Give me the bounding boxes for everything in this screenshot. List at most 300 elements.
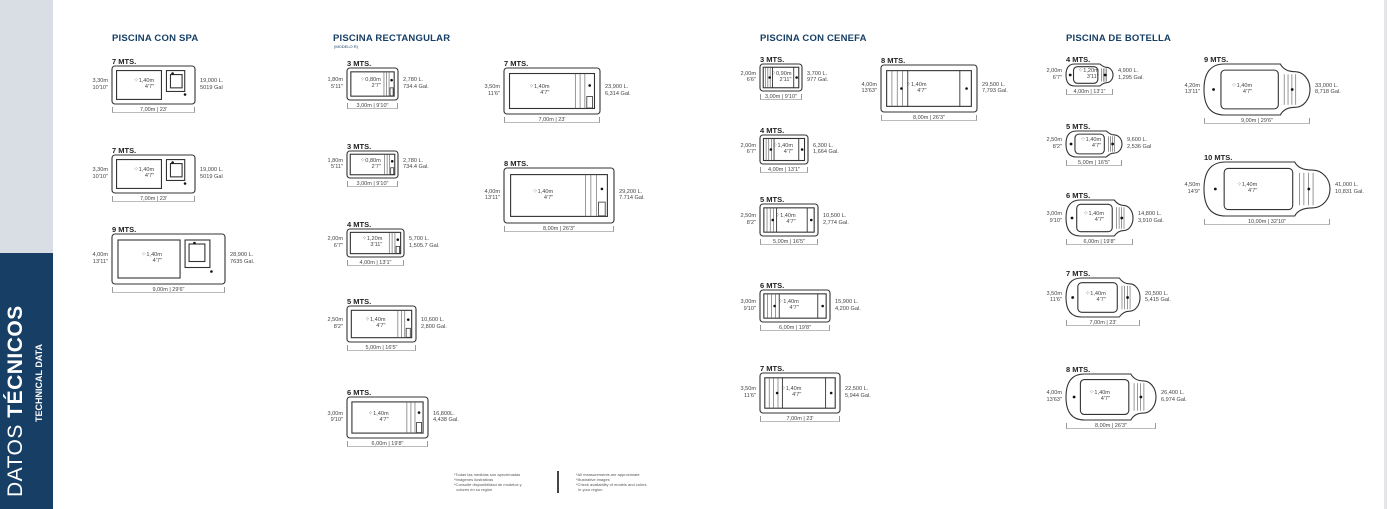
pool-length: 7,00m | 23': [140, 107, 167, 113]
width-m: 4,00m: [861, 81, 877, 88]
pool-size-label: 4 MTS.: [760, 126, 785, 135]
depth-m: 1,40m: [1088, 211, 1104, 217]
pool-volume: [813, 143, 839, 156]
volume-liters: 33,000 L.: [1315, 82, 1339, 89]
depth-ft: 4'7": [1248, 188, 1258, 195]
length-dimension-line: [504, 226, 614, 232]
pool-drawing: [1066, 131, 1122, 157]
pool-depth: ⁘0,80m 2'7": [360, 157, 381, 170]
pool-width: [1184, 182, 1200, 195]
depth-ft: 3'11": [1086, 74, 1099, 81]
pool-size-label: 7 MTS.: [504, 59, 529, 68]
spa-inner: [170, 75, 182, 88]
pool-depth: ⁘1,40m 4'7": [905, 81, 927, 94]
pool-volume: [1161, 390, 1187, 403]
width-m: 3,50m: [1046, 290, 1062, 297]
pool-depth: ⁘0,90m 2'11": [770, 70, 792, 83]
width-ft: 9'10": [743, 305, 756, 312]
pool-outline: [1066, 278, 1140, 317]
pool-depth: ⁘1,40m 4'7": [1085, 290, 1106, 303]
pool-drawing: [112, 155, 195, 193]
pool-drawing: [1204, 162, 1330, 216]
pool-size-label: 7 MTS.: [1066, 269, 1091, 278]
depth-ft: 4'7": [144, 173, 155, 180]
width-m: 2,00m: [740, 70, 756, 77]
pool-outline: [112, 155, 195, 193]
width-m: 3,50m: [740, 386, 756, 392]
depth-m: 0,90m: [775, 70, 792, 77]
pool-outline: [1204, 162, 1330, 216]
skimmer: [599, 202, 606, 216]
light-dot: [965, 87, 968, 90]
volume-liters: 15,900 L.: [835, 299, 859, 305]
volume-gallons: 2,800 Gal.: [421, 323, 447, 330]
pool-outline: [760, 290, 830, 322]
pool-drawing: [347, 397, 428, 438]
depth-ft: 4'7": [1091, 143, 1102, 150]
width-ft: 6'6": [746, 77, 756, 84]
width-ft: 10'10": [92, 84, 108, 91]
width-m: 2,00m: [1046, 68, 1062, 74]
width-ft: 8'2": [333, 323, 343, 330]
width-m: 4,20m: [1184, 82, 1200, 89]
pool-outline: [1066, 64, 1113, 86]
pool-drawing: [1066, 64, 1113, 86]
depth-ft: 2'11": [779, 76, 792, 83]
length-dimension-line: [760, 94, 802, 100]
width-ft: 13'63": [1046, 396, 1062, 403]
pool-length: 7,00m | 23': [538, 117, 566, 123]
pool-basin: [764, 208, 814, 232]
pool-volume: [1138, 211, 1164, 224]
length-dimension-line: [112, 287, 225, 293]
pool-drawing: [504, 168, 614, 223]
light-dot: [900, 87, 903, 90]
depth-m: 1,40m: [1090, 290, 1106, 297]
width-m: 3,00m: [740, 299, 756, 305]
light-dot: [193, 242, 196, 245]
pool-width: [740, 299, 756, 312]
pool-length: 5,00m | 16'5": [1078, 160, 1110, 166]
spa-inner: [170, 164, 182, 177]
depth-ft: 4'7": [783, 148, 794, 155]
pool-volume: [403, 77, 429, 90]
skimmer: [417, 422, 422, 432]
skimmer: [406, 328, 410, 337]
volume-gallons: 7635 Gal.: [230, 258, 255, 265]
pool-length: 8,00m | 26'3": [1095, 423, 1127, 429]
width-ft: 11'6": [488, 90, 500, 97]
pool-outline: [347, 397, 428, 438]
pool-outline: [1066, 374, 1156, 420]
light-dot: [184, 182, 187, 185]
depth-ft: 3'11": [370, 242, 383, 249]
footnote-es: *Todas las medidas son aproximadas *Imágenes ilustrativas *Consulte disponibilidad de modelos y colores en su región: [454, 472, 522, 492]
volume-liters: 23,900 L.: [605, 84, 629, 90]
pool-width: [327, 317, 343, 330]
depth-m: 1,40m: [785, 386, 802, 392]
volume-gallons: 5019 Gal: [200, 173, 223, 180]
length-dimension-line: [1204, 118, 1310, 124]
pool-size-label: 7 MTS.: [112, 57, 137, 66]
volume-gallons: 5,944 Gal.: [845, 392, 871, 399]
length-dimension-line: [347, 345, 416, 351]
depth-ft: 4'7": [1094, 217, 1104, 224]
pool-drawing: [760, 135, 808, 164]
footnote-en: *All measurements are approximate *Illustrative images *Check availability of models and colors in your region: [576, 472, 647, 492]
depth-m: 0,80m: [365, 77, 381, 83]
pool-length: 5,00m | 16'5": [365, 345, 398, 351]
pool-drawing: [760, 290, 830, 322]
width-m: 2,00m: [327, 236, 343, 242]
spa-basin: [185, 240, 210, 268]
depth-m: 1,40m: [373, 410, 389, 417]
pool-width: [1046, 390, 1062, 403]
depth-m: 1,40m: [369, 317, 386, 323]
width-m: 2,00m: [740, 142, 756, 149]
pool-basin: [763, 138, 804, 160]
pool-basin: [117, 160, 162, 189]
pool-size-label: 8 MTS.: [881, 56, 906, 65]
pool-outline: [347, 229, 404, 257]
pool-volume: [1127, 137, 1151, 150]
volume-liters: 41,000 L.: [1335, 182, 1359, 188]
pool-size-label: 9 MTS.: [112, 225, 137, 234]
pool-size-label: 8 MTS.: [504, 159, 529, 168]
width-ft: 10'10": [92, 173, 108, 180]
pool-outline: [1204, 64, 1310, 115]
section-title-rectangular: PISCINA RECTANGULAR: [333, 33, 451, 44]
light-dot: [1291, 88, 1294, 91]
pool-depth: ⁘1,40m 4'7": [528, 84, 550, 97]
light-dot: [171, 72, 174, 75]
pool-basin: [1078, 283, 1117, 313]
pool-width: [1046, 68, 1062, 81]
pool-length: 8,00m | 26'3": [543, 226, 575, 232]
pool-outline: [760, 64, 802, 91]
length-dimension-line: [347, 181, 398, 187]
depth-ft: 2'7": [371, 163, 381, 170]
length-dimension-line: [1066, 239, 1133, 245]
depth-m: 1,40m: [783, 299, 799, 305]
pool-basin: [1077, 204, 1113, 231]
pool-drawing: [347, 151, 398, 178]
volume-liters: 2,780 L.: [403, 77, 424, 83]
depth-ft: 4'7": [792, 392, 802, 399]
depth-ft: 4'7": [540, 90, 550, 97]
volume-liters: 10,500 L.: [823, 213, 847, 219]
pool-volume: [421, 317, 447, 330]
pool-outline: [881, 65, 977, 112]
pool-size-label: 6 MTS.: [1066, 191, 1091, 200]
width-ft: 13'11": [484, 195, 500, 202]
light-dot: [1111, 143, 1114, 146]
pool-outline: [504, 168, 614, 223]
pool-basin: [1224, 168, 1293, 209]
pool-drawing: [347, 229, 404, 257]
pool-volume: [807, 71, 828, 84]
width-m: 4,50m: [1184, 182, 1200, 188]
pool-basin: [350, 154, 395, 175]
pool-depth: ⁘1,40m 4'7": [1083, 211, 1104, 224]
pool-length: 8,00m | 26'3": [913, 115, 945, 121]
width-ft: 8'2": [746, 219, 756, 226]
width-ft: 13'63": [861, 88, 877, 95]
pool-depth: ⁘1,40m 4'7": [368, 410, 389, 423]
pool-length: 7,00m | 23': [786, 416, 814, 422]
pool-length: 7,00m | 23': [140, 196, 167, 202]
volume-liters: 6,300 L.: [813, 142, 834, 149]
pool-width: [327, 236, 343, 249]
pool-width: [327, 77, 343, 90]
volume-gallons: 2,774 Gal.: [823, 219, 849, 226]
depth-ft: 2'7": [371, 83, 381, 90]
pool-basin: [117, 71, 162, 100]
width-ft: 11'6": [1050, 297, 1062, 304]
pool-drawing: [1066, 278, 1140, 317]
width-m: 3,00m: [1046, 211, 1062, 217]
pool-basin: [1074, 67, 1098, 84]
pool-basin: [352, 402, 423, 433]
light-dot: [776, 392, 779, 395]
pool-length: 9,00m | 29'6": [152, 287, 185, 293]
pool-width: [740, 386, 756, 399]
light-dot: [171, 161, 174, 164]
volume-liters: 19,000 L.: [200, 167, 224, 173]
light-dot: [1139, 396, 1142, 399]
volume-liters: 4,900 L.: [1118, 68, 1139, 74]
pool-depth: ⁘1,40m 4'7": [133, 78, 155, 91]
pool-drawing: [1204, 64, 1310, 115]
pool-length: 4,00m | 13'1": [1073, 89, 1106, 95]
volume-gallons: 1,664 Gal.: [813, 149, 839, 156]
width-ft: 9'10": [330, 417, 343, 424]
pool-basin: [1075, 134, 1104, 154]
width-m: 2,50m: [1046, 137, 1062, 143]
pool-size-label: 6 MTS.: [760, 281, 785, 290]
length-dimension-line: [760, 167, 808, 173]
pool-size-label: 8 MTS.: [1066, 365, 1091, 374]
light-dot: [1212, 88, 1215, 91]
light-dot: [770, 148, 773, 151]
pool-outline: [347, 151, 398, 178]
volume-liters: 22,500 L.: [845, 386, 869, 392]
length-dimension-line: [881, 115, 977, 121]
width-m: 3,30m: [92, 167, 108, 173]
width-ft: 14'9": [1187, 188, 1200, 195]
volume-liters: 16,800L.: [433, 410, 455, 417]
volume-gallons: 4,200 Gal.: [835, 305, 861, 312]
length-dimension-line: [760, 239, 818, 245]
section-title-botella: PISCINA DE BOTELLA: [1066, 33, 1172, 44]
pool-size-label: 3 MTS.: [347, 142, 372, 151]
pool-width: [327, 411, 343, 424]
depth-m: 1,40m: [533, 84, 550, 90]
pool-size-label: 3 MTS.: [760, 55, 785, 64]
depth-m: 1,40m: [537, 188, 554, 195]
width-m: 3,00m: [327, 410, 343, 417]
light-dot: [418, 411, 421, 414]
light-dot: [210, 270, 213, 273]
width-ft: 6'7": [746, 149, 756, 156]
pool-size-label: 10 MTS.: [1204, 153, 1233, 162]
light-dot: [1120, 217, 1123, 220]
pool-length: 3,00m | 9'10": [765, 94, 797, 100]
width-m: 3,30m: [92, 78, 108, 84]
light-dot: [1069, 74, 1072, 77]
pool-width: [92, 167, 108, 180]
pool-size-label: 7 MTS.: [760, 364, 785, 373]
pool-outline: [347, 68, 398, 100]
depth-m: 1,40m: [1094, 390, 1110, 396]
depth-ft: 4'7": [379, 416, 389, 423]
pool-width: [484, 84, 500, 97]
light-dot: [795, 76, 798, 79]
length-dimension-line: [347, 441, 428, 447]
width-m: 4,00m: [92, 252, 108, 258]
pool-drawing: [347, 68, 398, 100]
volume-gallons: 4,438 Gal.: [433, 417, 459, 424]
width-ft: 13'11": [92, 258, 108, 265]
pool-drawing: [1066, 200, 1133, 236]
volume-gallons: 5019 Gal: [200, 84, 223, 91]
pool-outline: [760, 373, 840, 413]
light-dot: [1073, 396, 1076, 399]
pool-outline: [760, 135, 808, 164]
light-dot: [407, 318, 410, 321]
pool-basin: [350, 232, 400, 253]
volume-gallons: 6,974 Gal.: [1161, 396, 1187, 403]
pool-volume: [409, 236, 439, 249]
width-ft: 6'7": [333, 242, 343, 249]
width-m: 1,80m: [327, 77, 343, 83]
volume-liters: 29,500 L.: [982, 81, 1006, 88]
pool-length: 10,00m | 32'10": [1247, 219, 1287, 225]
sidebar-subtitle: TECHNICAL DATA: [34, 344, 44, 422]
sidebar-title: [4, 305, 28, 497]
pool-basin: [510, 74, 595, 109]
pool-outline: [112, 66, 195, 104]
depth-m: 1,20m: [366, 236, 383, 242]
length-dimension-line: [112, 107, 195, 113]
pool-width: [740, 213, 756, 226]
volume-liters: 19,000 L.: [200, 78, 224, 84]
pool-size-label: 7 MTS.: [112, 146, 137, 155]
pool-length: 7,00m | 23': [1089, 320, 1117, 326]
light-dot: [768, 76, 771, 79]
pool-length: 4,00m | 13'1": [359, 260, 392, 266]
skimmer: [390, 88, 393, 96]
skimmer: [396, 246, 399, 253]
pool-depth: ⁘1,40m 4'7": [778, 299, 799, 312]
pool-width: [1046, 137, 1062, 150]
depth-m: 1,40m: [1241, 182, 1258, 188]
light-dot: [1126, 296, 1129, 299]
volume-gallons: 2,536 Gal: [1127, 143, 1152, 150]
pool-outline: [347, 306, 416, 342]
length-dimension-line: [760, 416, 840, 422]
section-subtitle-rectangular: (MODELO R): [334, 44, 358, 49]
length-dimension-line: [1066, 160, 1122, 166]
pool-volume: [605, 84, 631, 97]
pool-width: [1046, 291, 1062, 304]
pool-depth: ⁘1,40m 4'7": [532, 188, 554, 201]
width-ft: 6'7": [1052, 74, 1062, 81]
depth-ft: 4'7": [144, 84, 155, 91]
pool-volume: [200, 167, 223, 180]
pool-drawing: [1066, 374, 1156, 420]
volume-gallons: 3,910 Gal.: [1138, 217, 1164, 224]
pool-width: [1184, 83, 1200, 96]
pool-drawing: [347, 306, 416, 342]
depth-m: 1,20m: [1083, 68, 1099, 74]
light-dot: [1104, 74, 1107, 77]
pool-width: [327, 158, 343, 171]
pool-depth: ⁘1,40m 4'7": [1080, 137, 1102, 150]
pool-size-label: 3 MTS.: [347, 59, 372, 68]
length-dimension-line: [1204, 219, 1330, 225]
pool-volume: [200, 78, 223, 91]
pool-length: 5,00m | 16'5": [773, 239, 805, 245]
pool-depth: ⁘1,40m 4'7": [772, 142, 794, 155]
pool-depth: ⁘1,40m 4'7": [780, 386, 802, 399]
depth-m: 1,40m: [138, 167, 155, 173]
depth-m: 1,40m: [777, 142, 794, 149]
pool-outline: [1066, 131, 1122, 157]
light-dot: [1070, 143, 1073, 146]
pool-depth: ⁘1,40m 4'7": [775, 213, 796, 226]
pool-width: [484, 189, 500, 202]
pool-length: 6,00m | 19'8": [371, 441, 404, 447]
pool-volume: [1335, 182, 1364, 195]
volume-gallons: 8,718 Gal.: [1315, 89, 1341, 96]
depth-ft: 4'7": [152, 258, 162, 265]
light-dot: [1071, 217, 1074, 220]
pool-drawing: [112, 234, 225, 284]
volume-gallons: 6,314 Gal.: [605, 90, 631, 97]
volume-liters: 29,200 L.: [619, 188, 643, 195]
pool-depth: ⁘1,40m 4'7": [141, 252, 162, 265]
pool-drawing: [760, 64, 802, 91]
volume-liters: 2,780 L.: [403, 157, 424, 164]
light-dot: [396, 238, 399, 241]
width-ft: 5'11": [331, 164, 343, 171]
pool-length: 6,00m | 19'8": [779, 325, 811, 331]
pool-drawing: [504, 68, 600, 114]
depth-m: 1,40m: [910, 81, 927, 88]
depth-ft: 4'7": [1100, 396, 1110, 403]
width-ft: 8'2": [1052, 143, 1062, 150]
page-edge: [1384, 0, 1387, 509]
width-m: 1,80m: [327, 157, 343, 164]
pool-size-label: 4 MTS.: [347, 220, 372, 229]
volume-gallons: 734.4 Gal.: [403, 164, 429, 171]
light-dot: [1214, 188, 1217, 191]
pool-depth: ⁘1,20m 3'11": [361, 236, 383, 249]
pool-length: 6,00m | 19'8": [1083, 239, 1116, 245]
pool-width: [1046, 211, 1062, 224]
volume-gallons: 10,831 Gal.: [1335, 188, 1364, 195]
pool-outline: [760, 204, 818, 236]
pool-depth: ⁘0,80m 2'7": [360, 77, 381, 90]
volume-liters: 3,700 L.: [807, 70, 828, 77]
pool-volume: [823, 213, 849, 226]
light-dot: [773, 305, 776, 308]
pool-drawing: [760, 373, 840, 413]
pool-basin: [763, 67, 799, 88]
depth-m: 1,40m: [138, 78, 155, 84]
width-m: 2,50m: [740, 213, 756, 219]
